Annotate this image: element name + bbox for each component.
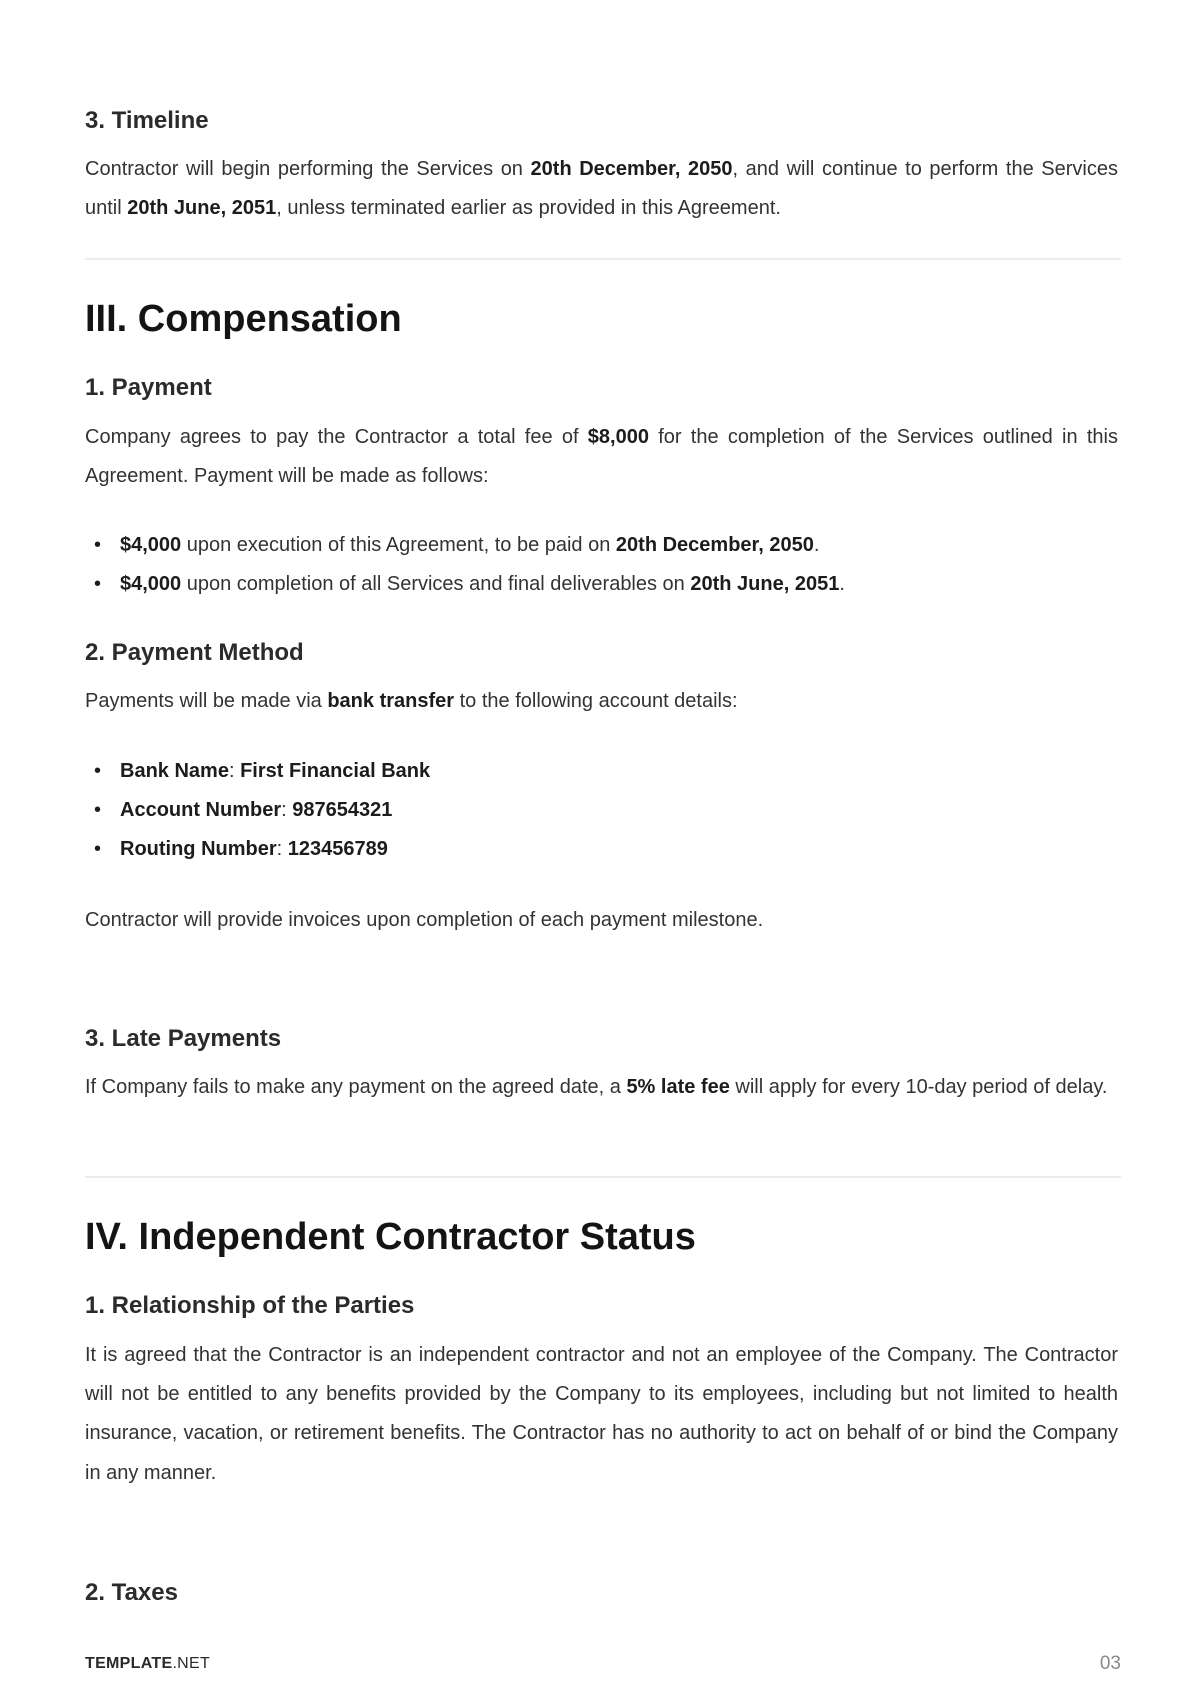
text-run: Contractor will begin performing the Services on [85, 158, 531, 180]
list-item [85, 526, 1118, 565]
bold-text: $4,000 [120, 534, 182, 556]
text-run: Payments will be made via [85, 690, 328, 712]
bold-text: 20th December, 2050 [615, 534, 814, 556]
brand-suffix: .NET [172, 1655, 211, 1672]
bold-text: Bank Name [120, 760, 229, 782]
text-run: , unless terminated earlier as provided in this Agreement. [276, 197, 781, 220]
list-item [85, 830, 1118, 869]
bold-text: 5% late fee [626, 1076, 730, 1098]
bullet-icon: • [94, 799, 102, 822]
list-item-text [120, 573, 845, 595]
independent-contractor-title: IV. Independent Contractor Status [85, 1216, 696, 1258]
bullet-icon: • [94, 534, 102, 556]
text-run: : [281, 799, 293, 822]
list-item [85, 752, 1118, 791]
text-run: It is agreed that the Contractor is an independent contractor and not an employee of the Company. The Contractor will not be entitled to any benefits provided by the Company to its employees, including but not limited to health insurance, vacation, or retirement benefits. The Contractor has no authority to act on behalf of or bind the Company in any manner. [85, 1344, 1118, 1484]
text-run: upon completion of all Services and final deliverables on [181, 573, 691, 596]
bullet-icon: • [94, 838, 102, 861]
bold-text: 987654321 [292, 799, 393, 822]
text-run: . [839, 573, 845, 596]
list-item-text [120, 838, 388, 860]
text-run: will apply for every 10-day period of delay. [729, 1076, 1108, 1098]
text-run: , and will continue to perform the Services until [85, 158, 1119, 220]
compensation-title: III. Compensation [85, 298, 402, 340]
text-run: : [276, 838, 288, 861]
bullet-icon: • [94, 760, 102, 782]
payment-heading: 1. Payment [85, 374, 212, 401]
relationship-heading: 1. Relationship of the Parties [85, 1292, 415, 1319]
text-run: . [813, 534, 820, 556]
section-divider [85, 1176, 1121, 1178]
bold-text: 20th June, 2051 [127, 197, 277, 220]
bold-text: First Financial Bank [240, 760, 431, 782]
list-item [85, 565, 1118, 604]
text-run: upon execution of this Agreement, to be paid on [181, 534, 616, 556]
payment-method-paragraph [85, 682, 1118, 721]
footer-brand-logo [85, 1652, 210, 1676]
bold-text: Account Number [120, 799, 282, 822]
section-divider [85, 258, 1121, 260]
text-run: for the completion of the Services outlined in this Agreement. Payment will be made as follows: [85, 426, 1118, 488]
timeline-heading: 3. Timeline [85, 107, 209, 134]
text-run: Contractor will provide invoices upon completion of each payment milestone. [85, 909, 764, 931]
payment-paragraph [85, 418, 1118, 496]
text-run: If Company fails to make any payment on the agreed date, a [85, 1076, 627, 1098]
bold-text: 20th December, 2050 [530, 158, 733, 180]
relationship-paragraph [85, 1336, 1118, 1493]
late-payments-paragraph [85, 1068, 1118, 1107]
bold-text: 123456789 [287, 838, 388, 861]
text-run: Company agrees to pay the Contractor a total fee of [85, 426, 588, 448]
brand-name: TEMPLATE [85, 1655, 173, 1672]
bold-text: bank transfer [327, 690, 455, 712]
timeline-paragraph [85, 150, 1118, 228]
payment-schedule-list [85, 526, 1118, 604]
page-number: 03 [1099, 1653, 1121, 1674]
bold-text: $4,000 [120, 573, 182, 596]
list-item-text [120, 799, 392, 821]
late-payments-heading: 3. Late Payments [85, 1025, 282, 1052]
list-item-text [120, 760, 430, 782]
bullet-icon: • [94, 573, 102, 596]
invoice-note-paragraph [85, 901, 1118, 940]
bold-text: 20th June, 2051 [690, 573, 840, 596]
list-item-text [120, 534, 819, 556]
list-item [85, 791, 1118, 830]
bold-text: $8,000 [587, 426, 649, 448]
text-run: to the following account details: [454, 690, 738, 712]
bold-text: Routing Number [120, 838, 277, 861]
taxes-heading: 2. Taxes [85, 1579, 178, 1606]
payment-method-heading: 2. Payment Method [85, 639, 304, 666]
text-run: : [228, 760, 241, 782]
account-details-list [85, 752, 1118, 870]
